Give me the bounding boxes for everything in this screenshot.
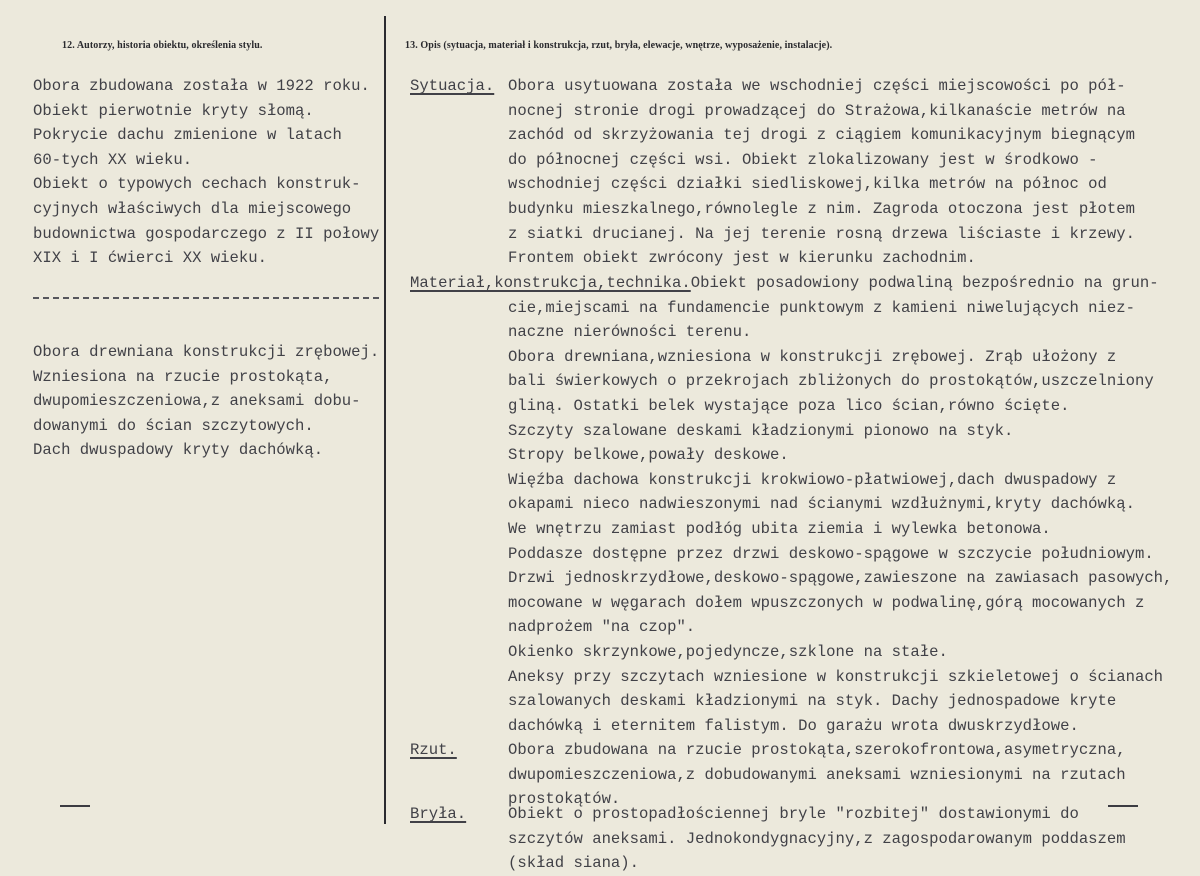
text-line xyxy=(410,271,1200,296)
text-line: Obora drewniana konstrukcji zrębowej. xyxy=(33,343,380,361)
text-line: wschodniej części działki siedliskowej,kilka metrów na północ od xyxy=(508,175,1107,194)
text-line: budynku mieszkalnego,równolegle z nim. Zagroda otoczona jest płotem xyxy=(508,199,1135,218)
text-line: Poddasze dostępne przez drzwi deskowo-spągowe w szczycie południowym. xyxy=(508,544,1154,563)
text-line: Okienko skrzynkowe,pojedyncze,szklone na stałe. xyxy=(508,642,948,661)
sytuacja-text xyxy=(508,74,1198,271)
text-line: Obiekt o prostopadłościennej bryle "rozbitej" dostawionymi do xyxy=(508,805,1079,823)
section-label-sytuacja: Sytuacja. xyxy=(410,77,495,95)
rzut-text xyxy=(508,738,1198,812)
history-text xyxy=(33,74,383,271)
text-line: Obiekt o typowych cechach konstruk- xyxy=(33,175,361,194)
text-line: cie,miejscami na fundamencie punktowym z kamieni niwelujących niez- xyxy=(508,298,1135,317)
text-line: szalowanych deskami kładzionymi na styk. Dachy jednospadowe kryte xyxy=(508,692,1117,711)
text-line: dwupomieszczeniowa,z aneksami dobu- xyxy=(33,392,361,411)
text-line: Obora zbudowana została w 1922 roku. xyxy=(33,77,370,95)
column-divider xyxy=(384,16,386,824)
text-line: Drzwi jednoskrzydłowe,deskowo-spągowe,zawieszone na zawiasach pasowych, xyxy=(508,569,1173,588)
text-line: okapami nieco nadwieszonymi nad ścianymi wzdłużnymi,kryty dachówką. xyxy=(508,495,1135,514)
text-line: Pokrycie dachu zmienione w latach xyxy=(33,126,342,145)
text-line: cyjnych właściwych dla miejscowego xyxy=(33,199,352,218)
text-line: zachód od skrzyżowania tej drogi z ciągiem komunikacyjnym biegnącym xyxy=(508,126,1135,145)
text-line: Frontem obiekt zwrócony jest w kierunku zachodnim. xyxy=(508,249,976,268)
text-line: Obora drewniana,wzniesiona w konstrukcji zrębowej. Zrąb ułożony z xyxy=(508,347,1117,366)
text-line: Obora usytuowana została we wschodniej części miejscowości po pół- xyxy=(508,77,1126,95)
text-line: dachówką i eternitem falistym. Do garażu wrota dwuskrzydłowe. xyxy=(508,716,1079,735)
material-intro: Obiekt posadowiony podwaliną bezpośrednio na grun- xyxy=(690,274,1159,292)
text-line: gliną. Ostatki belek wystające poza lico ścian,równo ścięte. xyxy=(508,396,1070,415)
text-line: do północnej części wsi. Obiekt zlokalizowany jest w środkowo - xyxy=(508,150,1098,169)
text-line: (skład siana). xyxy=(508,854,640,873)
text-line: budownictwa gospodarczego z II połowy xyxy=(33,224,380,243)
header-description: 13. Opis (sytuacja, materiał i konstrukcja, rzut, bryła, elewacje, wnętrze, wyposażenie, instalacje). xyxy=(405,40,833,51)
text-line: Obora zbudowana na rzucie prostokąta,szerokofrontowa,asymetryczna, xyxy=(508,741,1126,759)
text-line: Stropy belkowe,powały deskowe. xyxy=(508,446,789,465)
text-line: Szczyty szalowane deskami kładzionymi pionowo na styk. xyxy=(508,421,1014,440)
text-line: bali świerkowych o przekrojach zbliżonych do prostokątów,uszczelniony xyxy=(508,372,1154,391)
text-line: Aneksy przy szczytach wzniesione w konstrukcji szkieletowej o ścianach xyxy=(508,667,1164,686)
text-line: naczne nierówności terenu. xyxy=(508,323,752,342)
header-authors-history: 12. Autorzy, historia obiektu, określenia stylu. xyxy=(62,40,263,51)
text-line: mocowane w węgarach dołem wpuszczonych w podwalinę,górą mocowanych z xyxy=(508,593,1145,612)
section-label-rzut: Rzut. xyxy=(410,741,457,759)
material-first-line xyxy=(410,271,1200,296)
dashed-separator xyxy=(33,297,379,299)
text-line: prostokątów. xyxy=(508,790,621,809)
style-text xyxy=(33,340,383,463)
text-line: We wnętrzu zamiast podłóg ubita ziemia i wylewka betonowa. xyxy=(508,519,1051,538)
fold-mark-right xyxy=(1108,805,1138,807)
text-line: Obiekt pierwotnie kryty słomą. xyxy=(33,101,314,120)
fold-mark-left xyxy=(60,805,90,807)
section-label-material: Materiał,konstrukcja,technika. xyxy=(410,274,691,292)
text-line: dwupomieszczeniowa,z dobudowanymi aneksami wzniesionymi na rzutach xyxy=(508,765,1126,784)
text-line: XIX i I ćwierci XX wieku. xyxy=(33,249,267,268)
text-line: nocnej stronie drogi prowadzącej do Strażowa,kilkanaście metrów na xyxy=(508,101,1126,120)
bryla-text xyxy=(508,802,1198,876)
section-label-bryla: Bryła. xyxy=(410,805,467,823)
material-text xyxy=(508,296,1198,739)
text-line: Więźba dachowa konstrukcji krokwiowo-płatwiowej,dach dwuspadowy z xyxy=(508,470,1117,489)
text-line: dowanymi do ścian szczytowych. xyxy=(33,416,314,435)
text-line: nadprożem "na czop". xyxy=(508,618,696,637)
text-line: Wzniesiona na rzucie prostokąta, xyxy=(33,367,333,386)
text-line: 60-tych XX wieku. xyxy=(33,150,193,169)
text-line: szczytów aneksami. Jednokondygnacyjny,z zagospodarowanym poddaszem xyxy=(508,829,1126,848)
text-line: z siatki drucianej. Na jej terenie rosną drzewa liściaste i krzewy. xyxy=(508,224,1135,243)
text-line: Dach dwuspadowy kryty dachówką. xyxy=(33,441,324,460)
